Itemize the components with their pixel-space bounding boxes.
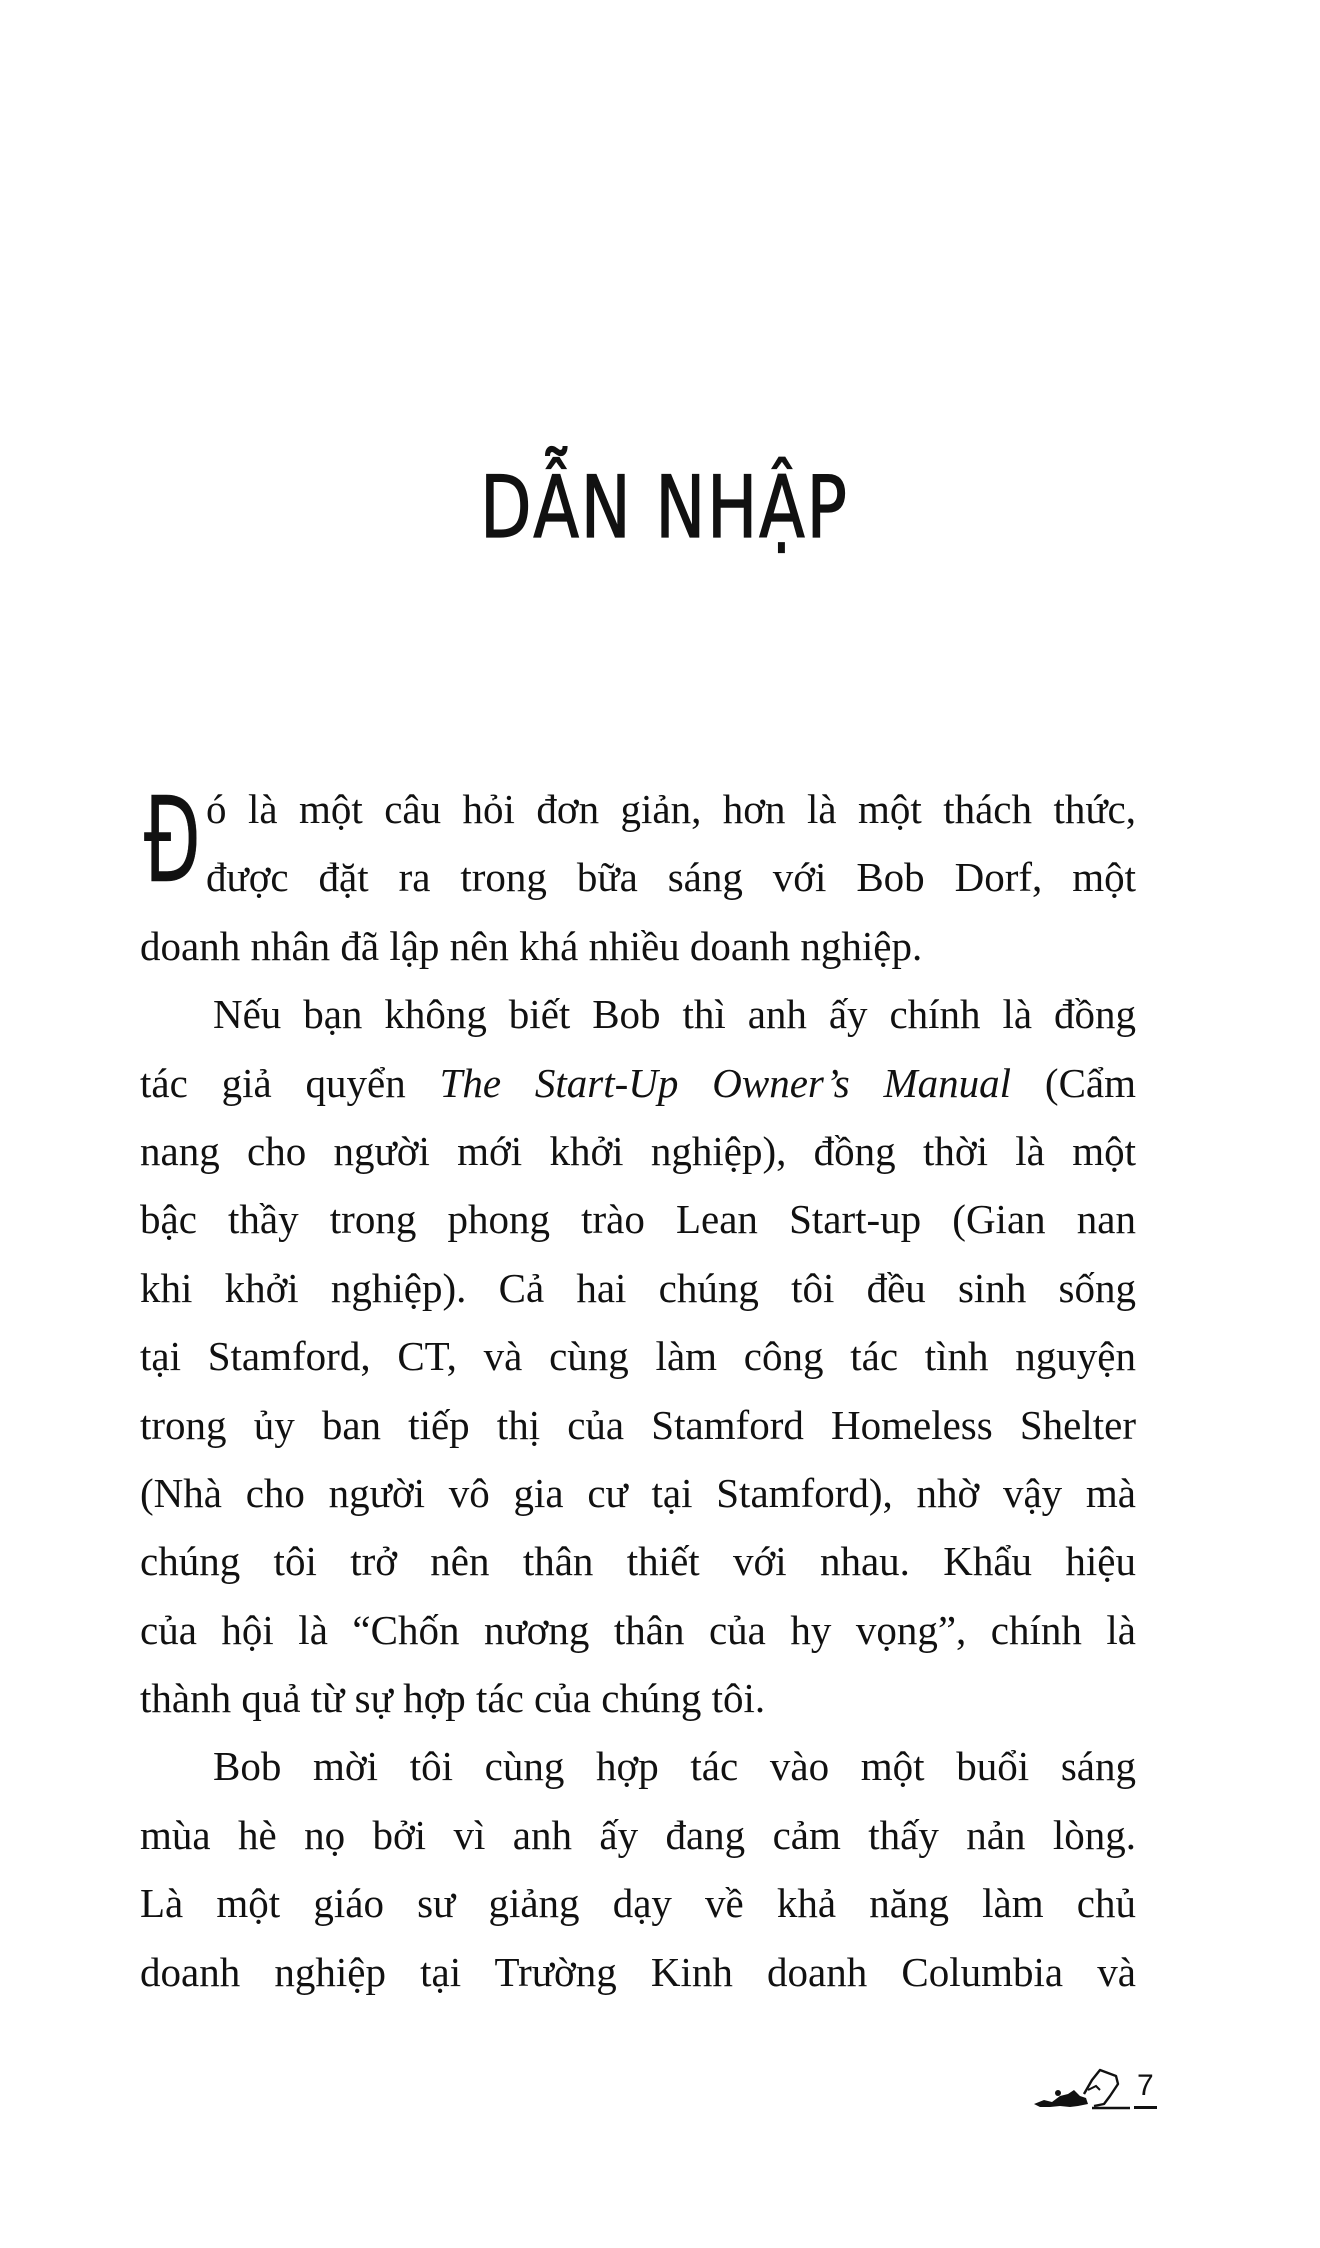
book-title-italic: The Start-Up Owner’s Manual xyxy=(439,1059,1012,1106)
text-line: khi khởi nghiệp). Cả hai chúng tôi đều sinh sống xyxy=(140,1264,1136,1311)
text-line: mùa hè nọ bởi vì anh ấy đang cảm thấy nản lòng. xyxy=(140,1811,1136,1858)
page-number: 7 xyxy=(1134,2066,1157,2109)
text-line: trong ủy ban tiếp thị của Stamford Homeless Shelter xyxy=(140,1401,1136,1448)
text-line: chúng tôi trở nên thân thiết với nhau. Khẩu hiệu xyxy=(140,1538,1136,1585)
text-line: doanh nghiệp tại Trường Kinh doanh Columbia và xyxy=(140,1948,1136,1995)
text-line: (Nhà cho người vô gia cư tại Stamford), nhờ vậy mà xyxy=(140,1469,1136,1516)
chapter-title: DẪN NHẬP xyxy=(480,458,849,558)
text-line: thành quả từ sự hợp tác của chúng tôi. xyxy=(140,1675,766,1722)
reading-figure-ornament-icon xyxy=(1030,2060,1130,2120)
text-segment: (Cẩm xyxy=(1011,1059,1136,1106)
page-footer xyxy=(1030,2060,1160,2120)
text-line: Nếu bạn không biết Bob thì anh ấy chính là đồng xyxy=(213,991,1136,1038)
text-line: của hội là “Chốn nương thân của hy vọng”, chính là xyxy=(140,1606,1136,1653)
body-text xyxy=(140,771,1136,2006)
text-line: được đặt ra trong bữa sáng với Bob Dorf, một xyxy=(206,854,1136,901)
text-line: bậc thầy trong phong trào Lean Start-up (Gian nan xyxy=(140,1196,1136,1243)
drop-cap: Đ xyxy=(144,771,201,909)
text-line: doanh nhân đã lập nên khá nhiều doanh nghiệp. xyxy=(140,922,923,969)
text-line: nang cho người mới khởi nghiệp), đồng thời là một xyxy=(140,1127,1136,1174)
text-line: Là một giáo sư giảng dạy về khả năng làm chủ xyxy=(140,1880,1136,1927)
text-line: ó là một câu hỏi đơn giản, hơn là một thách thức, xyxy=(206,786,1136,832)
text-line xyxy=(140,1049,1136,1117)
text-segment: tác giả quyển xyxy=(140,1059,440,1106)
text-line: Bob mời tôi cùng hợp tác vào một buổi sáng xyxy=(213,1743,1136,1790)
text-line: tại Stamford, CT, và cùng làm công tác tình nguyện xyxy=(140,1333,1136,1380)
